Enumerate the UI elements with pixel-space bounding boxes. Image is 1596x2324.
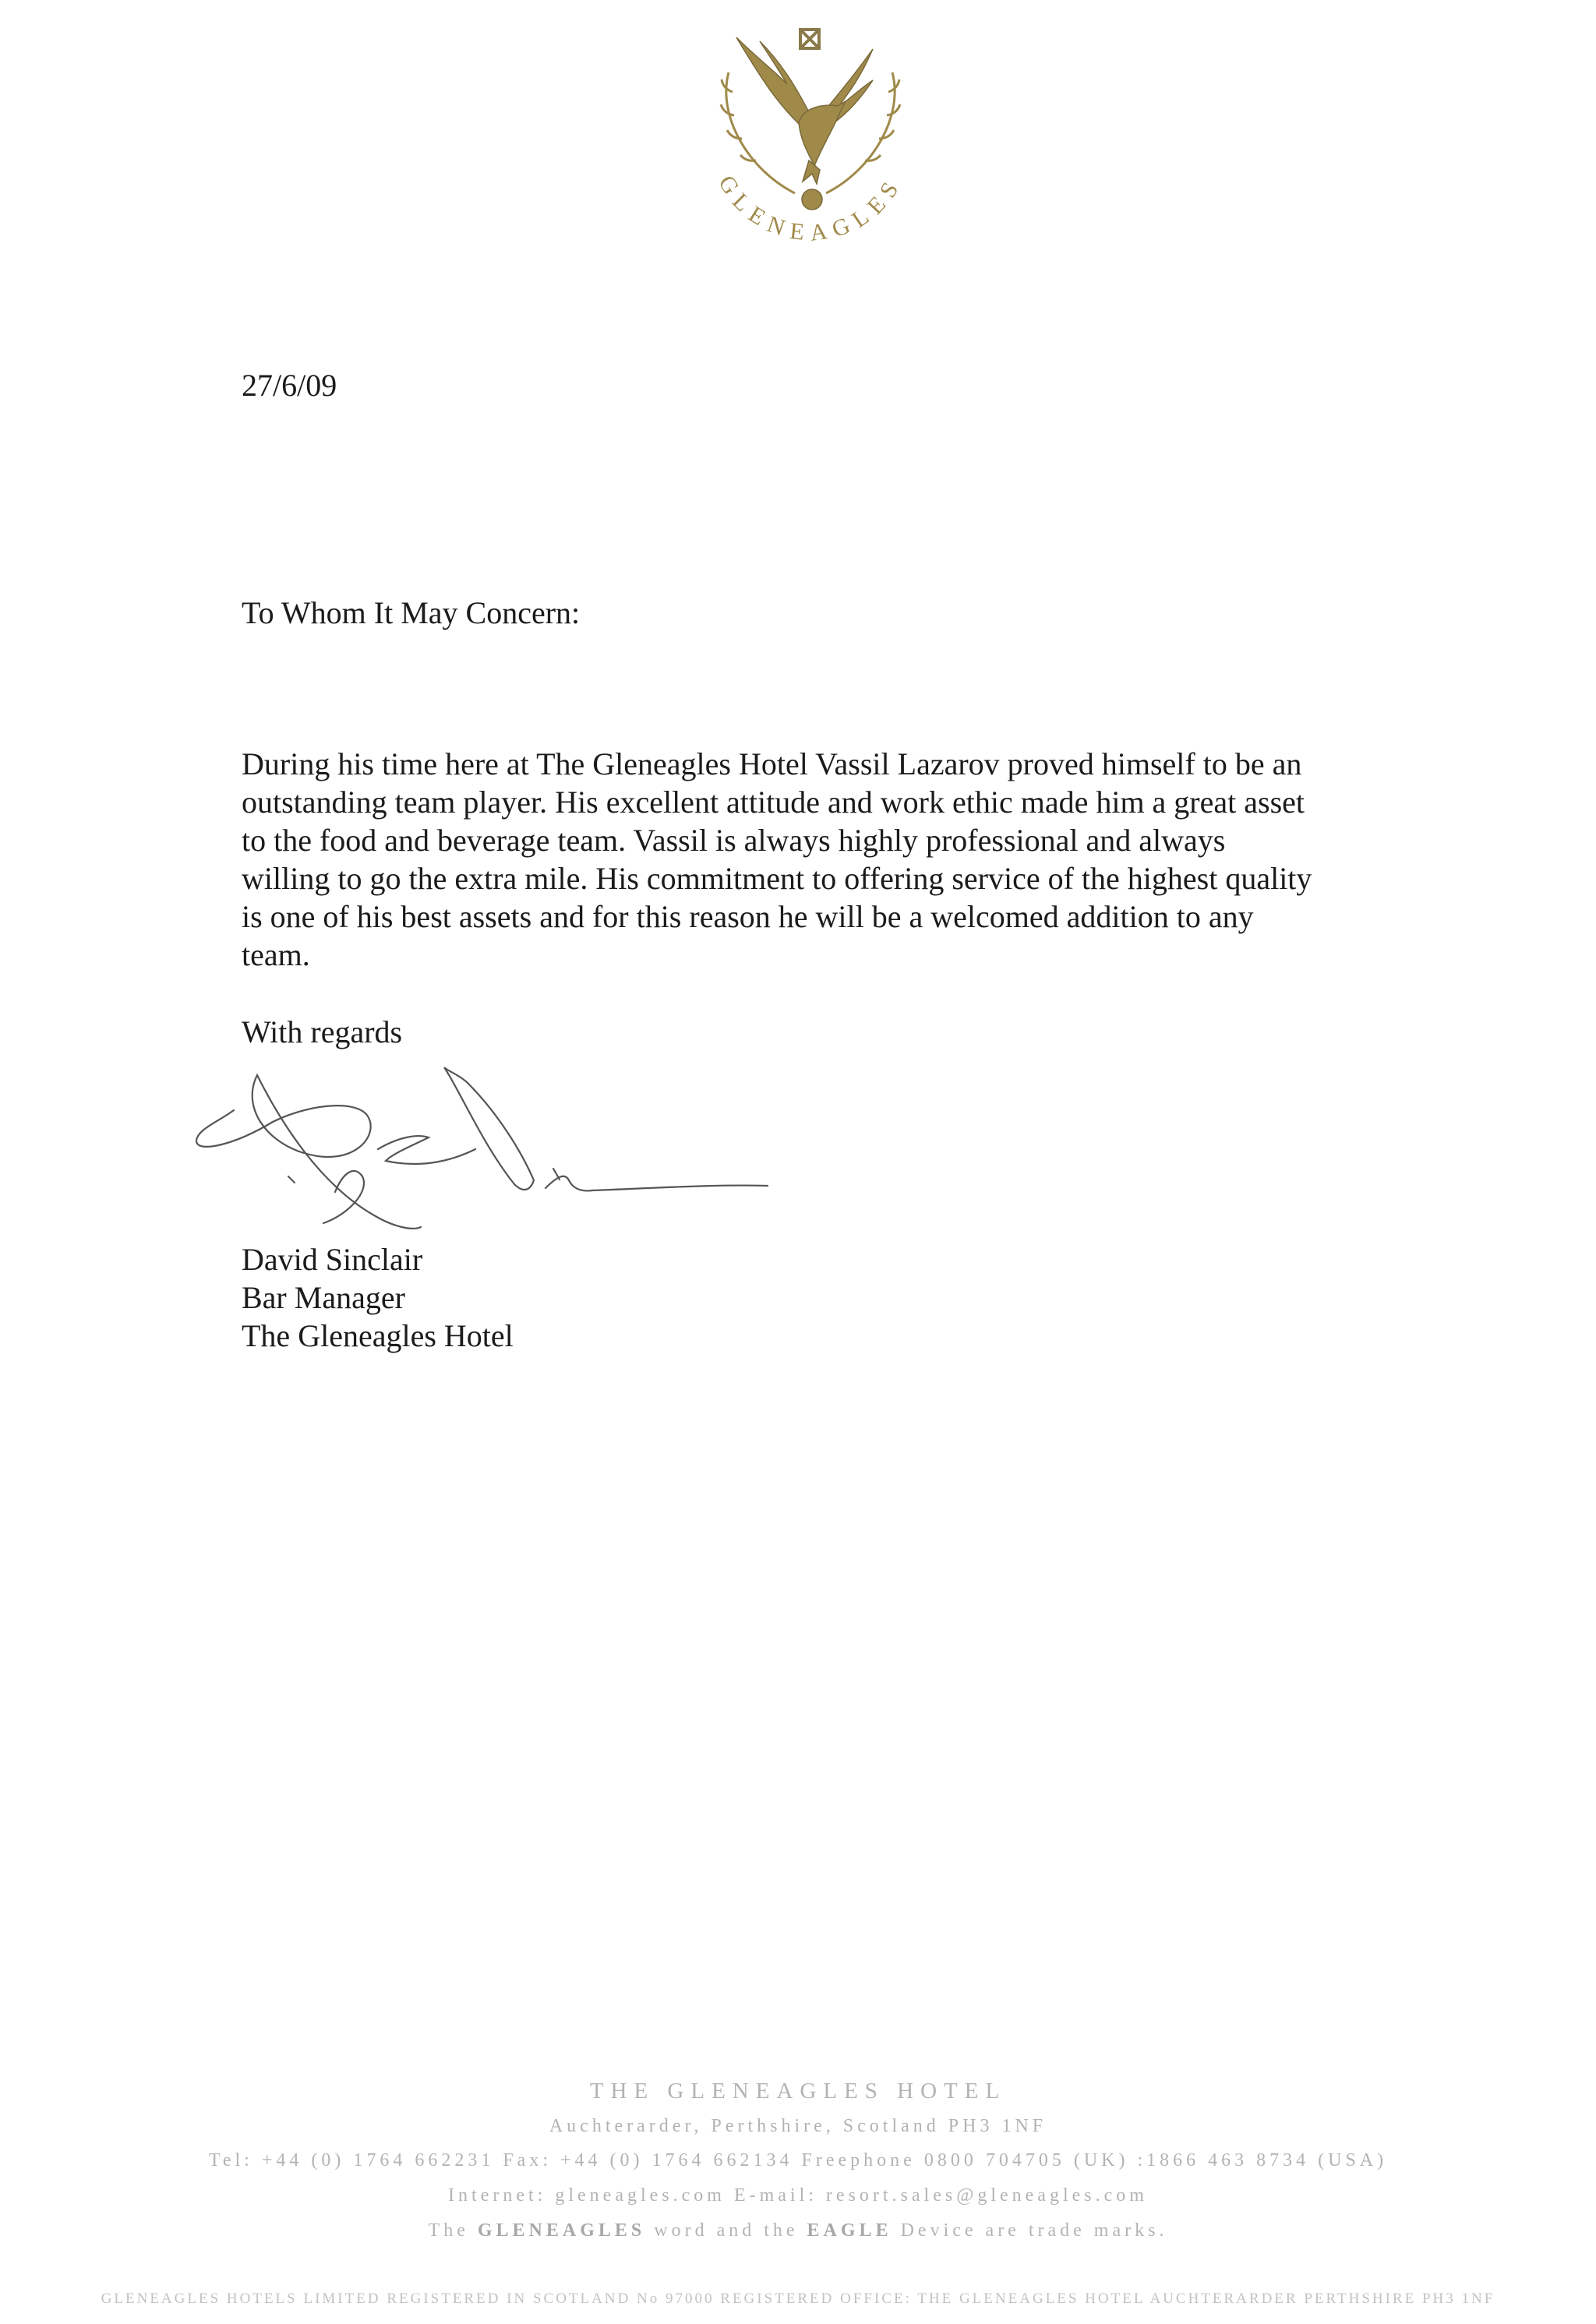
body-line: outstanding team player. His excellent attitude and work ethic made him a great asset [242,785,1305,820]
closing: With regards [242,1014,403,1049]
cross-icon [800,30,819,48]
tm-mid: word and the [645,2220,807,2241]
signer-title: Bar Manager [242,1280,405,1315]
eagle-crest-icon [736,37,873,210]
body-line: During his time here at The Gleneagles Hotel Vassil Lazarov proved himself to be an [242,746,1302,781]
body-line: willing to go the extra mile. His commitment to offering service of the highest quality [242,861,1312,896]
tm-word2: EAGLE [807,2220,892,2241]
letter-body [242,745,1411,974]
tm-pre: The [428,2220,478,2241]
handwritten-signature [187,1036,795,1247]
logo-wordmark: GLENEAGLES [713,171,908,246]
tm-word1: GLENEAGLES [477,2220,646,2241]
body-line: is one of his best assets and for this reason he will be a welcomed addition to any [242,899,1254,934]
salutation: To Whom It May Concern: [242,595,581,630]
footer-registration: GLENEAGLES HOTELS LIMITED REGISTERED IN SCOTLAND No 97000 REGISTERED OFFICE: THE GLENEAGLES HOTEL AUCHTERARDER PERTHSHIRE PH3 1NF [101,2290,1495,2307]
footer-phones: Tel: +44 (0) 1764 662231 Fax: +44 (0) 1764 662134 Freephone 0800 704705 (UK) :1866 463 8734 (USA) [208,2150,1388,2171]
footer-trademark [0,2220,1596,2241]
tm-post: Device are trade marks. [892,2220,1168,2241]
signer-organization: The Gleneagles Hotel [242,1318,514,1353]
gleneagles-logo [686,14,935,248]
footer-internet: Internet: gleneagles.com E-mail: resort.sales@gleneagles.com [448,2185,1148,2206]
body-line: to the food and beverage team. Vassil is always highly professional and always [242,823,1226,858]
signer-name: David Sinclair [242,1242,423,1277]
signer-block [242,1240,514,1355]
footer-address: Auchterarder, Perthshire, Scotland PH3 1NF [549,2116,1047,2136]
letter-date: 27/6/09 [242,368,337,403]
footer-hotel-name: THE GLENEAGLES HOTEL [589,2079,1007,2104]
body-line: team. [242,937,310,972]
